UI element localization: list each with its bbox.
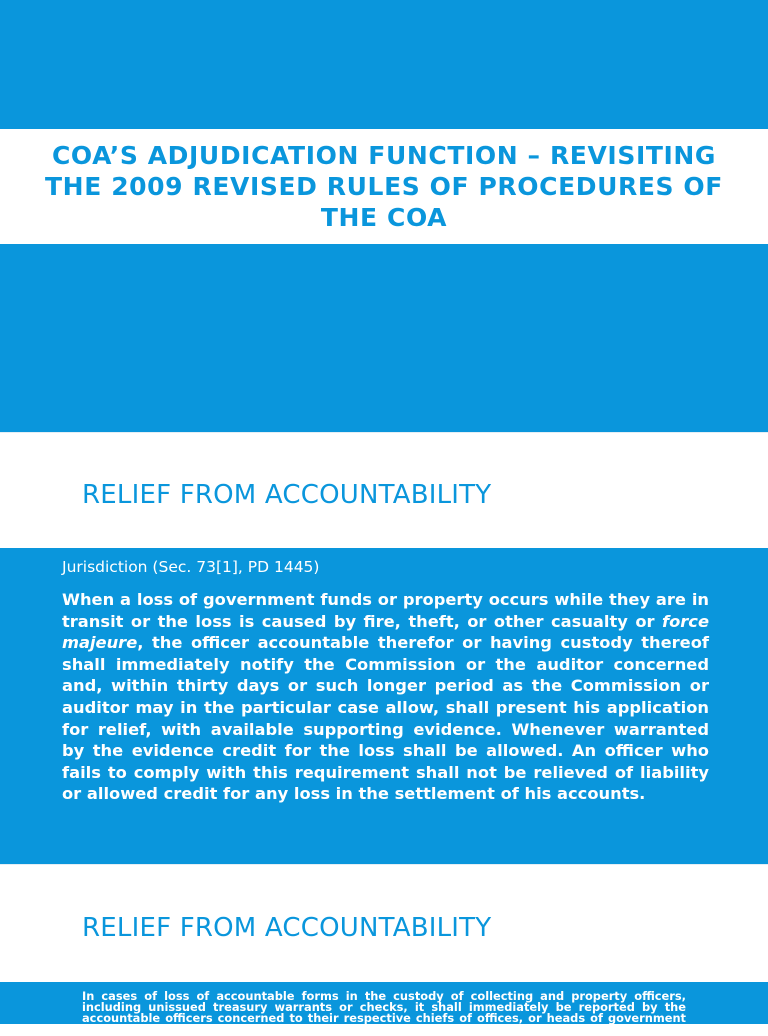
slide1-top-band (0, 0, 768, 129)
slide2-title: RELIEF FROM ACCOUNTABILITY (82, 480, 492, 510)
slide1-bottom-band (0, 244, 768, 432)
paragraph-italic-term: force majeure (62, 611, 709, 653)
slide2-paragraph (62, 589, 709, 805)
slide2-jurisdiction-heading: Jurisdiction (Sec. 73[1], PD 1445) (62, 558, 320, 576)
slide1-title: COA’S ADJUDICATION FUNCTION – REVISITING THE 2009 REVISED RULES OF PROCEDURES OF THE COA (45, 141, 723, 232)
slide3-title: RELIEF FROM ACCOUNTABILITY (82, 913, 492, 943)
slide3-paragraph: In cases of loss of accountable forms in the custody of collecting and property officers, including unissued treasury warrants or checks, it shall immediately be reported by the accountable officers concerned to their respective chiefs of offices, or heads of government entities who, in (82, 989, 686, 1036)
paragraph-text-part2: , the officer accountable therefor or having custody thereof shall immediately notify the Commission or the auditor concerned and, within thirty days or such longer period as the Commission or auditor may in the particular case allow, shall present his application for relief, with available supporting evidence. Whenever warranted by the evidence credit for the loss shall be allowed. An officer who fails to comply with this requirement shall not be relieved of liability or allowed credit for any loss in the settlement of his accounts. (62, 633, 709, 804)
slide-separator (0, 864, 768, 876)
paragraph-text-part1: When a loss of government funds or property occurs while they are in transit or the loss is caused by fire, theft, or other casualty or (62, 590, 709, 631)
slide1-title-bar (0, 129, 768, 244)
